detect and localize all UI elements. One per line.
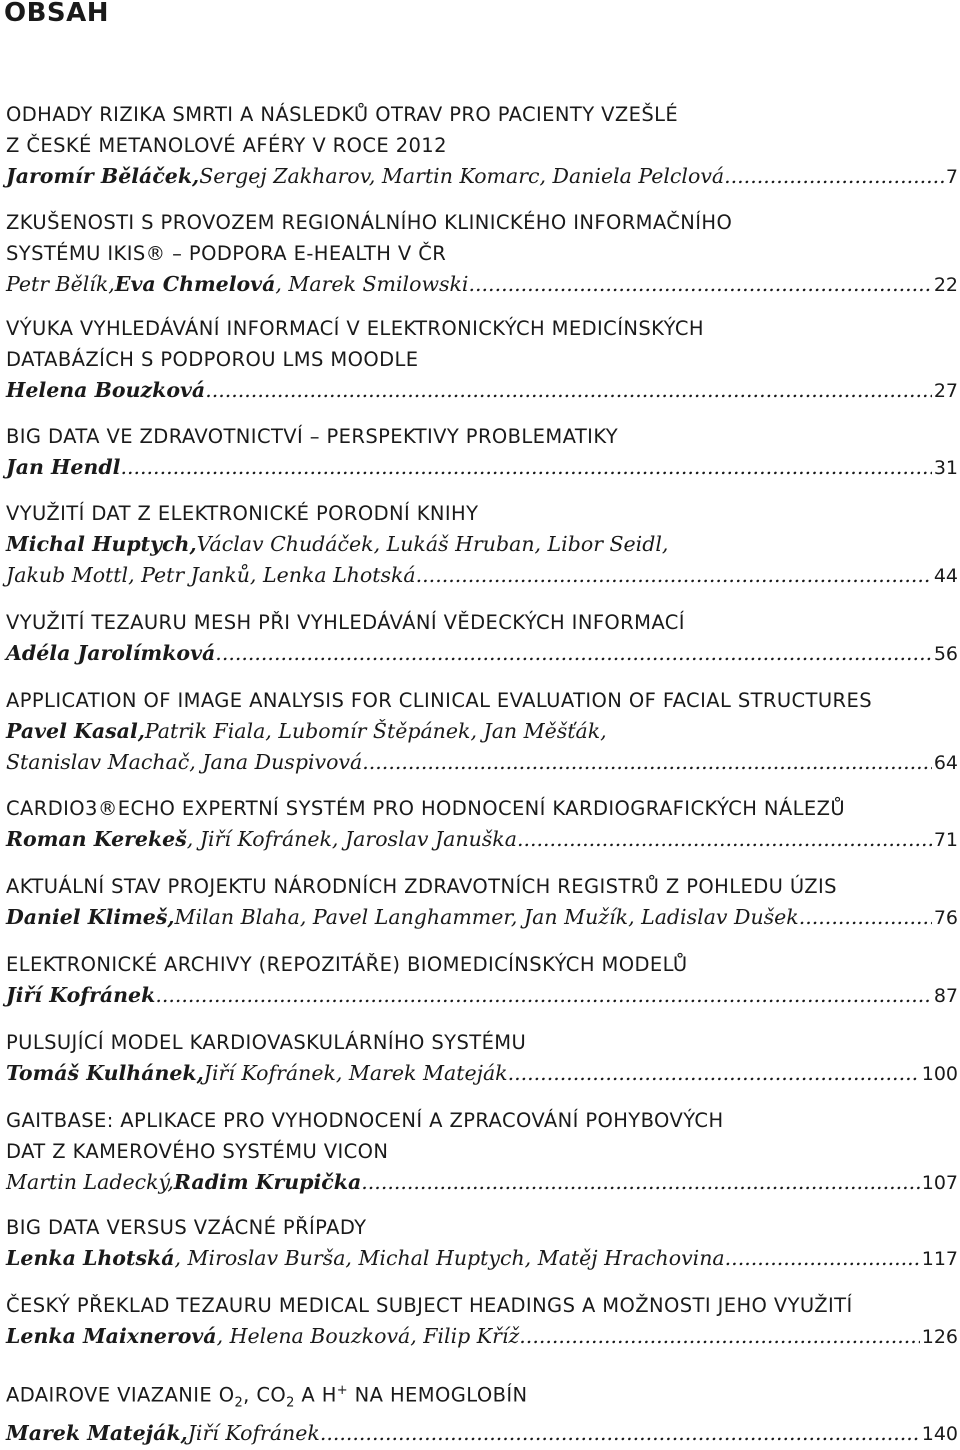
entry-title: VÝUKA VYHLEDÁVÁNÍ INFORMACÍ V ELEKTRONICKÝCH MEDICÍNSKÝCH [6, 317, 704, 340]
lead-author: Adéla Jarolímková [6, 641, 216, 665]
entry-authors [6, 560, 958, 592]
page-number: 117 [921, 1248, 958, 1270]
entry-title: VYUŽITÍ DAT Z ELEKTRONICKÉ PORODNÍ KNIHY [6, 502, 479, 525]
toc-entry[interactable] [6, 871, 958, 934]
dot-leaders [469, 269, 932, 300]
entry-authors [6, 452, 958, 484]
page-number: 7 [945, 166, 958, 188]
lead-author: Helena Bouzková [6, 378, 206, 402]
toc-entry[interactable] [6, 99, 958, 193]
co-authors: Jiří Kofránek, Marek Mateják [203, 1061, 508, 1085]
toc-entry[interactable] [6, 207, 958, 301]
entry-title: PULSUJÍCÍ MODEL KARDIOVASKULÁRNÍHO SYSTÉMU [6, 1031, 527, 1054]
co-authors: Jakub Mottl, Petr Janků, Lenka Lhotská [6, 563, 416, 587]
entry-authors [6, 161, 958, 193]
toc-entry[interactable] [6, 421, 958, 484]
page-number: 44 [933, 565, 958, 587]
entry-authors [6, 1167, 958, 1199]
entry-title-text: A H [294, 1383, 337, 1407]
dot-leaders [361, 1167, 919, 1198]
entry-authors [6, 980, 958, 1012]
lead-author: Pavel Kasal, [6, 719, 145, 743]
co-authors: , Helena Bouzková, Filip Kříž [216, 1324, 520, 1348]
lead-author: Roman Kerekeš [6, 827, 187, 851]
entry-title: ELEKTRONICKÉ ARCHIVY (REPOZITÁŘE) BIOMEDICÍNSKÝCH MODELŮ [6, 953, 688, 976]
lead-author: Michal Huptych, [6, 532, 197, 556]
entry-authors [6, 824, 958, 856]
entry-authors [6, 269, 958, 301]
entry-authors [6, 716, 958, 747]
entry-title: DATABÁZÍCH S PODPOROU LMS MOODLE [6, 348, 419, 371]
toc-entry[interactable] [6, 1375, 958, 1450]
entry-title: BIG DATA VE ZDRAVOTNICTVÍ – PERSPEKTIVY PROBLEMATIKY [6, 425, 619, 448]
entry-authors [6, 1418, 958, 1450]
page-number: 22 [933, 274, 958, 296]
co-authors: Sergej Zakharov, Martin Komarc, Daniela Pelclová [199, 164, 725, 188]
toc-entry[interactable] [6, 793, 958, 856]
page-number: 64 [933, 752, 958, 774]
entry-title: SYSTÉMU IKIS® – PODPORA E-HEALTH V ČR [6, 242, 447, 265]
entry-authors [6, 747, 958, 779]
entry-authors [6, 375, 958, 407]
co-authors: Milan Blaha, Pavel Langhammer, Jan Mužík, Ladislav Dušek [174, 905, 799, 929]
lead-author: Jaromír Běláček, [6, 164, 200, 188]
co-authors: , Miroslav Burša, Michal Huptych, Matěj Hrachovina [174, 1246, 725, 1270]
page-number: 140 [921, 1423, 958, 1446]
entry-title-script: 2 [234, 1395, 244, 1411]
dot-leaders [120, 452, 931, 483]
toc-entry[interactable] [6, 685, 958, 779]
page-number: 71 [933, 829, 958, 851]
page-number: 100 [921, 1063, 958, 1085]
co-authors: , Marek Smilowski [275, 272, 469, 296]
lead-author: Marek Mateják, [6, 1421, 188, 1446]
page-title: OBSAH [4, 0, 110, 28]
lead-author: Daniel Klimeš, [6, 905, 175, 929]
toc-entry[interactable] [6, 498, 958, 592]
dot-leaders [362, 747, 932, 778]
dot-leaders [517, 824, 932, 855]
co-authors: , Jiří Kofránek, Jaroslav Januška [186, 827, 517, 851]
co-authors: Václav Chudáček, Lukáš Hruban, Libor Seidl, [196, 532, 669, 556]
toc-entry[interactable] [6, 1290, 958, 1353]
toc-entry[interactable] [6, 1105, 958, 1199]
entry-authors [6, 1321, 958, 1353]
page-number: 31 [933, 457, 958, 479]
dot-leaders [155, 980, 932, 1011]
lead-author: Jiří Kofránek [6, 983, 156, 1007]
dot-leaders [205, 375, 932, 406]
entry-title-script: 2 [286, 1395, 295, 1411]
entry-authors [6, 1058, 958, 1090]
dot-leaders [519, 1321, 919, 1352]
dot-leaders [416, 560, 932, 591]
dot-leaders [215, 638, 932, 669]
lead-author: Eva Chmelová [114, 272, 276, 296]
lead-author: Lenka Lhotská [6, 1246, 175, 1270]
entry-authors [6, 1243, 958, 1275]
co-authors: Stanislav Machač, Jana Duspivová [6, 750, 363, 774]
page-number: 27 [933, 380, 958, 402]
page-number: 76 [933, 907, 958, 929]
co-authors: Petr Bělík, [6, 272, 115, 296]
entry-title-text: NA HEMOGLOBÍN [348, 1383, 528, 1407]
co-authors: Jiří Kofránek [187, 1421, 320, 1446]
toc-entry[interactable] [6, 949, 958, 1012]
lead-author: Tomáš Kulhánek, [6, 1061, 204, 1085]
page-number: 87 [933, 985, 958, 1007]
entry-title: ODHADY RIZIKA SMRTI A NÁSLEDKŮ OTRAV PRO PACIENTY VZEŠLÉ [6, 103, 679, 126]
toc-entry[interactable] [6, 607, 958, 670]
entry-title: CARDIO3®ECHO EXPERTNÍ SYSTÉM PRO HODNOCENÍ KARDIOGRAFICKÝCH NÁLEZŮ [6, 797, 846, 820]
entry-title: BIG DATA VERSUS VZÁCNÉ PŘÍPADY [6, 1216, 367, 1239]
entry-authors [6, 638, 958, 670]
page-number: 56 [933, 643, 958, 665]
dot-leaders [725, 1243, 920, 1274]
entry-title-text: ADAIROVE VIAZANIE O [6, 1383, 235, 1407]
entry-title: DAT Z KAMEROVÉHO SYSTÉMU VICON [6, 1140, 389, 1163]
dot-leaders [724, 161, 944, 192]
page-number: 126 [921, 1326, 958, 1348]
entry-title: GAITBASE: APLIKACE PRO VYHODNOCENÍ A ZPRACOVÁNÍ POHYBOVÝCH [6, 1109, 724, 1132]
co-authors: Martin Ladecký, [6, 1170, 174, 1194]
toc-entry[interactable] [6, 1212, 958, 1275]
entry-title: VYUŽITÍ TEZAURU MESH PŘI VYHLEDÁVÁNÍ VĚDECKÝCH INFORMACÍ [6, 611, 685, 634]
lead-author: Jan Hendl [6, 455, 121, 479]
entry-title-text: , CO [243, 1383, 287, 1407]
entry-title-script: + [336, 1383, 349, 1398]
co-authors: Patrik Fiala, Lubomír Štěpánek, Jan Měšťák, [144, 719, 607, 743]
entry-title: ČESKÝ PŘEKLAD TEZAURU MEDICAL SUBJECT HEADINGS A MOŽNOSTI JEHO VYUŽITÍ [6, 1294, 853, 1317]
entry-title [6, 1375, 958, 1418]
entry-title: Z ČESKÉ METANOLOVÉ AFÉRY V ROCE 2012 [6, 134, 447, 157]
page-number: 107 [921, 1172, 958, 1194]
lead-author: Lenka Maixnerová [6, 1324, 217, 1348]
entry-title: AKTUÁLNÍ STAV PROJEKTU NÁRODNÍCH ZDRAVOTNÍCH REGISTRŮ Z POHLEDU ÚZIS [6, 875, 837, 898]
entry-title: ZKUŠENOSTI S PROVOZEM REGIONÁLNÍHO KLINICKÉHO INFORMAČNÍHO [6, 211, 733, 234]
toc-entry[interactable] [6, 1027, 958, 1090]
entry-authors [6, 529, 958, 560]
entry-title: APPLICATION OF IMAGE ANALYSIS FOR CLINICAL EVALUATION OF FACIAL STRUCTURES [6, 689, 872, 712]
toc-entry[interactable] [6, 313, 958, 407]
dot-leaders [508, 1058, 920, 1089]
lead-author: Radim Krupička [173, 1170, 362, 1194]
entry-authors [6, 902, 958, 934]
dot-leaders [799, 902, 932, 933]
